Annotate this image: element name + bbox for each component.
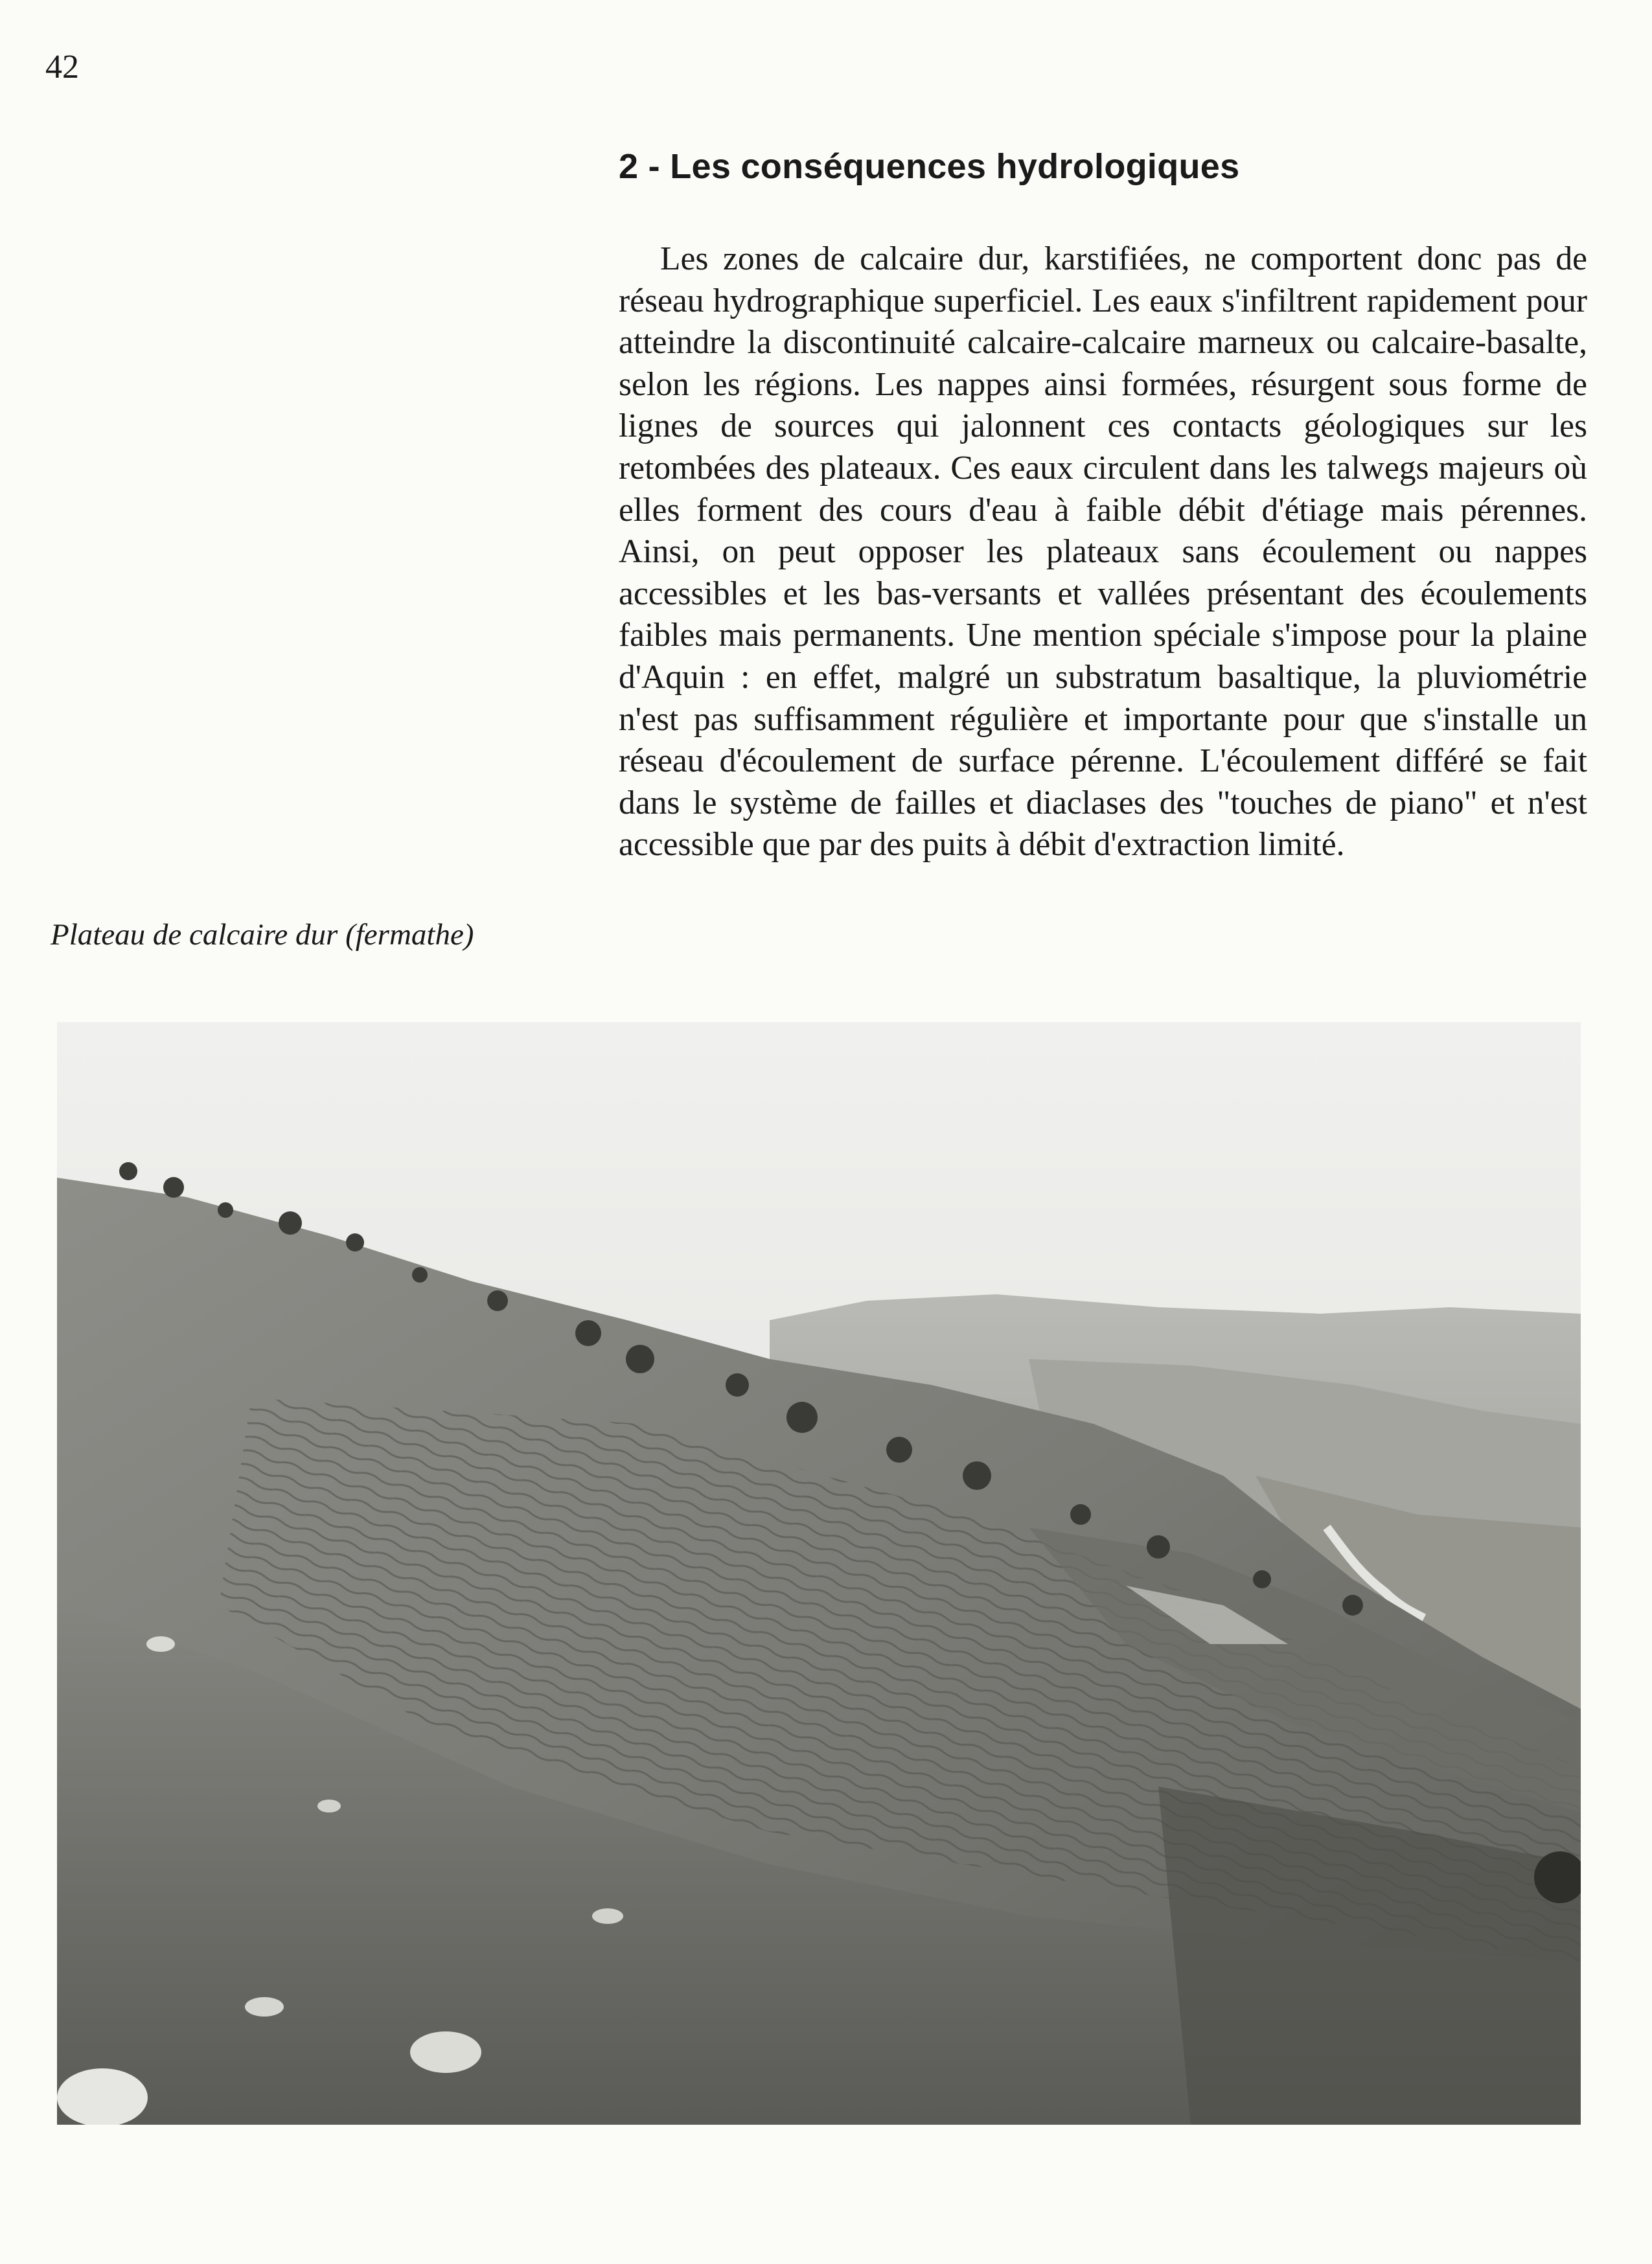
body-paragraph: Les zones de calcaire dur, karstifiées, ne comportent donc pas de réseau hydrographique superficiel. Les eaux s'infiltrent rapidement pour atteindre la discontinuité calcaire-calcaire marneux ou calcaire-basalte, selon les régions. Les nappes ainsi formées, résurgent sous forme de lignes de sources qui jalonnent ces contacts géologiques sur les retombées des plateaux. Ces eaux circulent dans les talwegs majeurs où elles forment des cours d'eau à faible débit d'étiage mais pérennes. Ainsi, on peut opposer les plateaux sans écoulement ou nappes accessibles et les bas-versants et vallées présentant des écoulements faibles mais permanents. Une mention spéciale s'impose pour la plaine d'Aquin : en effet, malgré un substratum basaltique, la pluviométrie n'est pas suffisamment régulière et importante pour que s'installe un réseau d'écoulement de surface pérenne. L'écoulement différé se fait dans le système de failles et diaclases des "touches de piano" et n'est accessible que par des puits à débit d'extraction limité. [619, 240, 1587, 863]
photo-caption: Plateau de calcaire dur (fermathe) [51, 918, 474, 952]
section-heading: 2 - Les conséquences hydrologiques [619, 147, 1240, 186]
page-number: 42 [45, 49, 79, 86]
landscape-photo-graphic [57, 1022, 1581, 2125]
landscape-photo [57, 1022, 1581, 2125]
